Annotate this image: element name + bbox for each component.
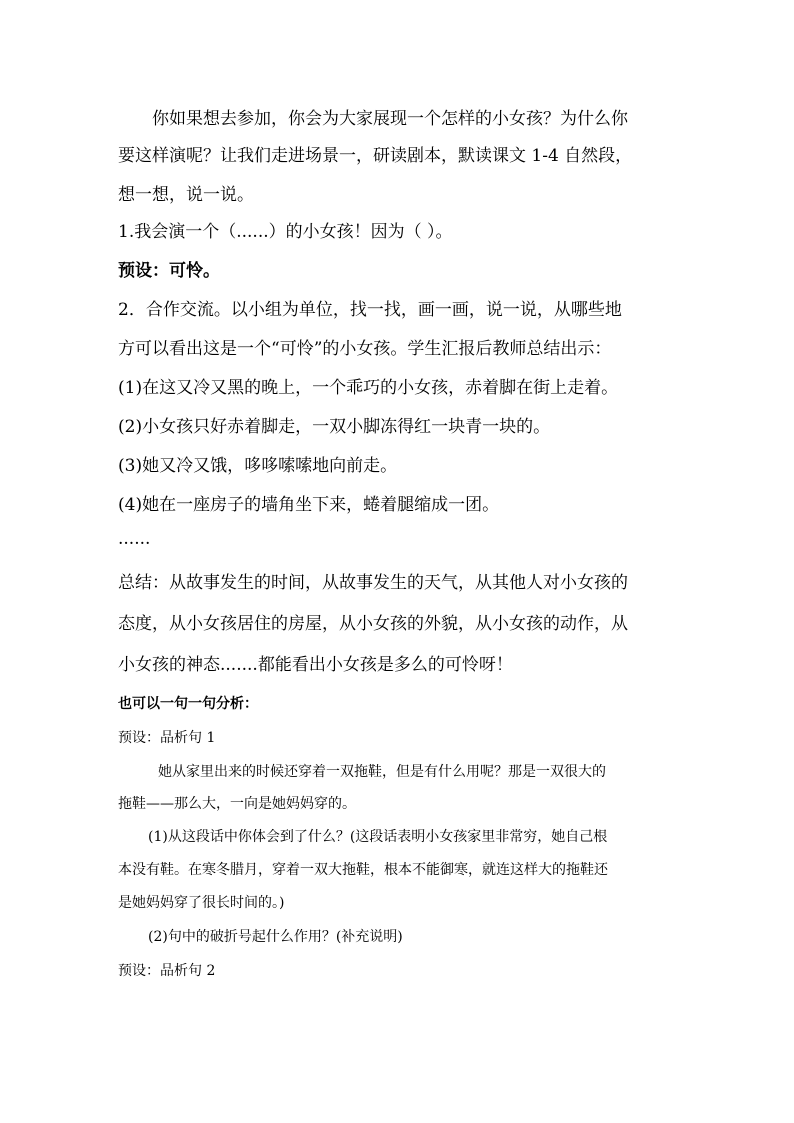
- example-sentence-2: (2)小女孩只好赤着脚走，一双小脚冻得红一块青一块的。: [118, 417, 551, 437]
- summary-line-2: 态度，从小女孩居住的房屋，从小女孩的外貌，从小女孩的动作，从: [118, 614, 628, 634]
- analysis-heading: 也可以一句一句分析：: [118, 696, 258, 712]
- preset-sentence-1-label: 预设：品析句 1: [118, 730, 216, 746]
- summary-line-3: 小女孩的神态.......都能看出小女孩是多么的可怜呀！: [118, 655, 513, 675]
- intro-line-3: 想一想，说一说。: [118, 185, 254, 205]
- preset-sentence-2-label: 预设：品析句 2: [118, 963, 216, 979]
- quote-line-1: 她从家里出来的时候还穿着一双拖鞋，但是有什么用呢？那是一双很大的: [158, 764, 606, 780]
- question-2-line-1: 2．合作交流。以小组为单位，找一找，画一画，说一说，从哪些地: [118, 300, 622, 320]
- example-sentence-4: (4)她在一座房子的墙角坐下来，蜷着腿缩成一团。: [118, 495, 500, 515]
- quote-line-2: 拖鞋——那么大，一向是她妈妈穿的。: [118, 796, 356, 812]
- ellipsis-line: ......: [118, 529, 151, 549]
- analysis-q1-line-2: 本没有鞋。在寒冬腊月，穿着一双大拖鞋，根本不能御寒，就连这样大的拖鞋还: [118, 862, 608, 878]
- intro-line-1: 你如果想去参加，你会为大家展现一个怎样的小女孩？为什么你: [152, 109, 628, 129]
- example-sentence-1: (1)在这又冷又黑的晚上，一个乖巧的小女孩，赤着脚在街上走着。: [118, 378, 619, 398]
- intro-line-2: 要这样演呢？让我们走进场景一，研读剧本，默读课文 1-4 自然段，: [118, 146, 633, 166]
- analysis-q1-line-1: (1)从这段话中你体会到了什么？(这段话表明小女孩家里非常穷，她自己根: [148, 829, 608, 845]
- summary-line-1: 总结：从故事发生的时间，从故事发生的天气，从其他人对小女孩的: [118, 573, 628, 593]
- example-sentence-3: (3)她又冷又饿，哆哆嗦嗦地向前走。: [118, 456, 398, 476]
- question-1: 1.我会演一个（......）的小女孩！因为（ ）。: [118, 222, 453, 242]
- analysis-q2: (2)句中的破折号起什么作用？(补充说明): [148, 929, 403, 945]
- analysis-q1-line-3: 是她妈妈穿了很长时间的。): [118, 895, 285, 911]
- preset-answer-1: 预设：可怜。: [118, 261, 220, 281]
- question-2-line-2: 方可以看出这是一个“可怜”的小女孩。学生汇报后教师总结出示：: [118, 339, 612, 359]
